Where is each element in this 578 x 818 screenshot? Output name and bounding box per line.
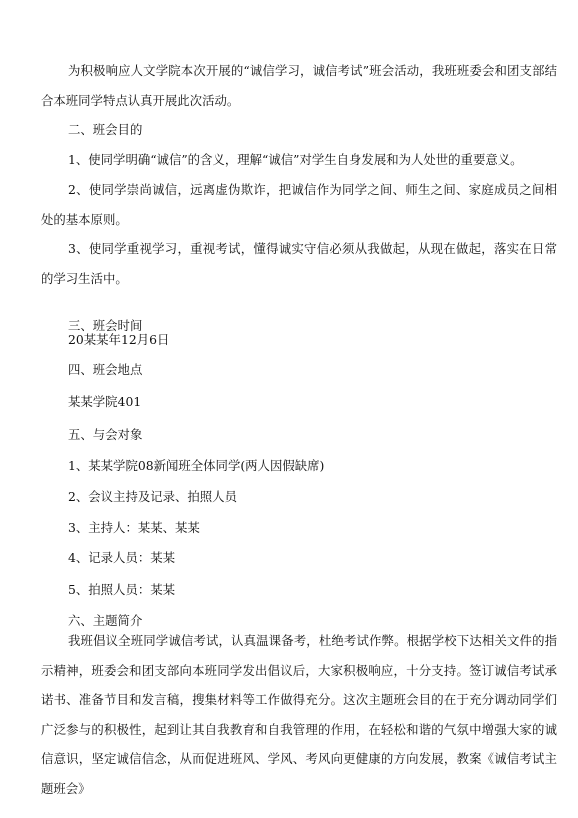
goal-item-2: 2、使同学崇尚诚信，远离虚伪欺诈，把诚信作为同学之间、师生之间、家庭成员之间相处的基本原则。 bbox=[41, 182, 557, 227]
attendee-item-2: 2、会议主持及记录、拍照人员 bbox=[68, 489, 237, 504]
intro-paragraph: 为积极响应人文学院本次开展的“诚信学习，诚信考试”班会活动，我班班委会和团支部结合本班同学特点认真开展此次活动。 bbox=[41, 63, 557, 108]
summary-paragraph: 我班倡议全班同学诚信考试，认真温课备考，杜绝考试作弊。根据学校下达相关文件的指示精神，班委会和团支部向本班同学发出倡议后，大家积极响应，十分支持。签订诚信考试承诺书、准备节目和发言稿，搜集材料等工作做得充分。这次主题班会目的在于充分调动同学们广泛参与的积极性，起到让其自我教育和自我管理的作用，在轻松和谐的气氛中增强大家的诚信意识，坚定诚信信念，从而促进班风、学风、考风向更健康的方向发展，教案《诚信考试主题班会》 bbox=[41, 633, 557, 796]
section-heading-attendees: 五、与会对象 bbox=[68, 427, 143, 442]
goal-item-1: 1、使同学明确“诚信”的含义，理解“诚信”对学生自身发展和为人处世的重要意义。 bbox=[68, 152, 523, 167]
attendee-item-3: 3、主持人：某某、某某 bbox=[68, 520, 200, 535]
section-heading-goals: 二、班会目的 bbox=[68, 122, 143, 137]
section-heading-location: 四、班会地点 bbox=[68, 362, 143, 377]
meeting-date: 20某某年12月6日 bbox=[68, 332, 170, 347]
section-heading-summary: 六、主题简介 bbox=[68, 613, 143, 628]
attendee-item-5: 5、拍照人员：某某 bbox=[68, 582, 176, 597]
attendee-item-1: 1、某某学院08新闻班全体同学(两人因假缺席) bbox=[68, 458, 325, 473]
goal-item-3: 3、使同学重视学习，重视考试，懂得诚实守信必须从我做起，从现在做起，落实在日常的学习生活中。 bbox=[41, 241, 557, 286]
meeting-location: 某某学院401 bbox=[68, 394, 142, 409]
attendee-item-4: 4、记录人员：某某 bbox=[68, 550, 176, 565]
section-heading-time: 三、班会时间 bbox=[68, 318, 143, 333]
